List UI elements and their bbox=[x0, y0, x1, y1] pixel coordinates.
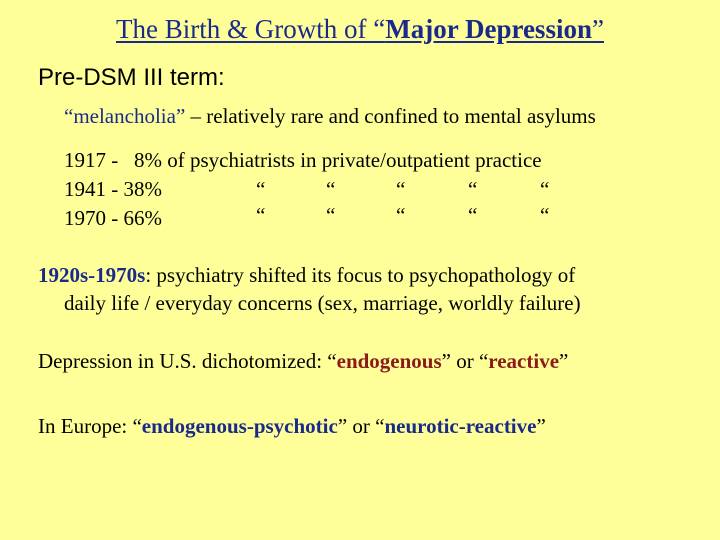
shift-line-2: daily life / everyday concerns (sex, marriage, worldly failure) bbox=[64, 291, 581, 315]
us-endogenous: endogenous bbox=[336, 349, 442, 373]
melancholia-line bbox=[64, 104, 596, 129]
us-prefix: Depression in U.S. dichotomized: “ bbox=[38, 349, 337, 373]
shift-line-1 bbox=[38, 261, 688, 289]
us-middle: ” or “ bbox=[441, 349, 489, 373]
europe-neurotic-reactive: neurotic-reactive bbox=[384, 414, 537, 438]
ditto-mark: “ bbox=[468, 177, 478, 201]
ditto-mark: “ bbox=[326, 177, 336, 201]
stat-1970-text: 1970 - 66% bbox=[64, 206, 162, 230]
ditto-mark: “ bbox=[396, 203, 406, 227]
ditto-mark: “ bbox=[256, 177, 266, 201]
europe-line bbox=[38, 414, 546, 439]
ditto-mark: “ bbox=[396, 177, 406, 201]
shift-paragraph bbox=[38, 261, 688, 317]
stats-block bbox=[64, 148, 550, 235]
ditto-mark: “ bbox=[468, 203, 478, 227]
us-suffix: ” bbox=[559, 349, 569, 373]
stat-row-1917 bbox=[64, 148, 542, 177]
title-suffix: ” bbox=[591, 14, 604, 44]
stat-row-1941 bbox=[64, 177, 550, 206]
europe-prefix: In Europe: “ bbox=[38, 414, 142, 438]
ditto-mark: “ bbox=[326, 203, 336, 227]
europe-middle: ” or “ bbox=[337, 414, 385, 438]
title-bold: Major Depression bbox=[385, 14, 592, 44]
ditto-mark: “ bbox=[540, 177, 550, 201]
shift-years: 1920s-1970s bbox=[38, 263, 146, 287]
ditto-mark: “ bbox=[540, 203, 550, 227]
pre-dsm-heading: Pre-DSM III term: bbox=[38, 64, 225, 91]
melancholia-term: “melancholia” bbox=[64, 104, 186, 128]
melancholia-rest: – relatively rare and confined to mental asylums bbox=[185, 104, 596, 128]
slide-title bbox=[0, 14, 720, 45]
stat-1917-text: 1917 - 8% of psychiatrists in private/outpatient practice bbox=[64, 148, 542, 172]
europe-endogenous-psychotic: endogenous-psychotic bbox=[141, 414, 338, 438]
ditto-mark: “ bbox=[256, 203, 266, 227]
shift-line1-rest: : psychiatry shifted its focus to psychopathology of bbox=[145, 263, 576, 287]
europe-suffix: ” bbox=[536, 414, 546, 438]
title-prefix: The Birth & Growth of “ bbox=[116, 14, 386, 44]
stat-row-1970 bbox=[64, 203, 550, 235]
stat-1941-text: 1941 - 38% bbox=[64, 177, 162, 201]
us-reactive: reactive bbox=[488, 349, 560, 373]
us-dichotomy-line bbox=[38, 349, 568, 374]
